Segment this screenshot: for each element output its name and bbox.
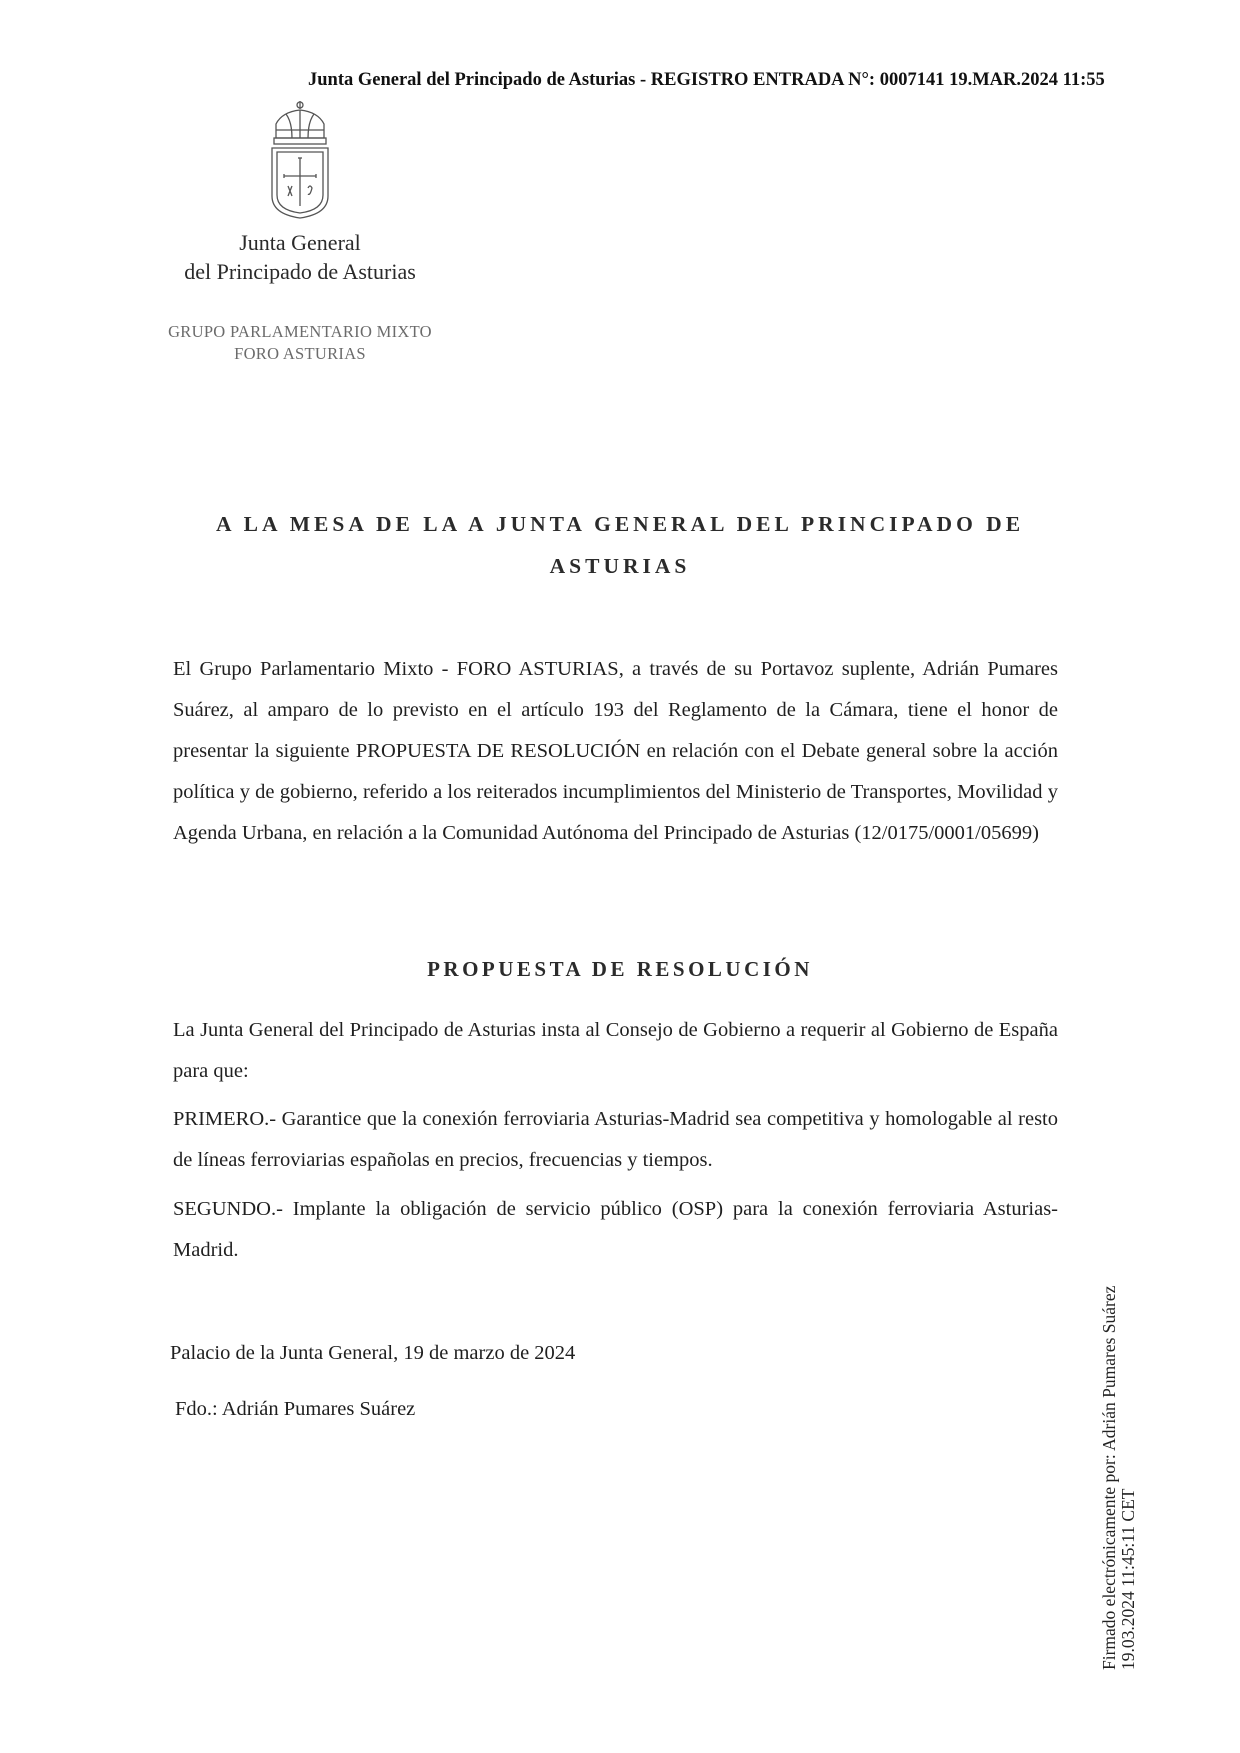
electronic-signature-stamp [1100, 1150, 1140, 1670]
document-title-line2: ASTURIAS [549, 554, 691, 578]
proposal-preamble: La Junta General del Principado de Asturias insta al Consejo de Gobierno a requerir al Gobierno de España para que: [173, 1019, 1058, 1082]
proposal-first-point: PRIMERO.- Garantice que la conexión ferroviaria Asturias-Madrid sea competitiva y homologable al resto de líneas ferroviarias españolas en precios, frecuencias y tiempos. [173, 1108, 1058, 1171]
intro-paragraph: El Grupo Parlamentario Mixto - FORO ASTURIAS, a través de su Portavoz suplente, Adrián Pumares Suárez, al amparo de lo previsto en el artículo 193 del Reglamento de la Cámara, tiene el honor de presentar la siguiente PROPUESTA DE RESOLUCIÓN en relación con el Debate general sobre la acción política y de gobierno, referido a los reiterados incumplimientos del Ministerio de Transportes, Movilidad y Agenda Urbana, en relación a la Comunidad Autónoma del Principado de Asturias (12/0175/0001/05699) [173, 658, 1058, 844]
document-title-line1: A LA MESA DE LA A JUNTA GENERAL DEL PRINCIPADO DE [215, 512, 1025, 536]
institution-name [140, 228, 460, 286]
institution-name-line2: del Principado de Asturias [184, 259, 416, 284]
parliamentary-group [130, 321, 470, 365]
coat-of-arms-icon [262, 100, 338, 220]
electronic-signature-line2: 19.03.2024 11:45:11 CET [1118, 1488, 1138, 1670]
parliamentary-group-line2: FORO ASTURIAS [234, 344, 366, 363]
registry-stamp: Junta General del Principado de Asturias - REGISTRO ENTRADA N°: 0007141 19.MAR.2024 11:55 [308, 70, 1105, 90]
proposal-second-point: SEGUNDO.- Implante la obligación de servicio público (OSP) para la conexión ferroviaria Asturias-Madrid. [173, 1198, 1058, 1261]
proposal-heading: PROPUESTA DE RESOLUCIÓN [427, 957, 813, 981]
place-and-date: Palacio de la Junta General, 19 de marzo de 2024 [170, 1342, 576, 1364]
signed-by: Fdo.: Adrián Pumares Suárez [175, 1398, 416, 1420]
parliamentary-group-line1: GRUPO PARLAMENTARIO MIXTO [168, 322, 432, 341]
document-title [170, 503, 1070, 587]
electronic-signature-line1: Firmado electrónicamente por: Adrián Pumares Suárez [1099, 1285, 1119, 1670]
institution-name-line1: Junta General [239, 230, 361, 255]
